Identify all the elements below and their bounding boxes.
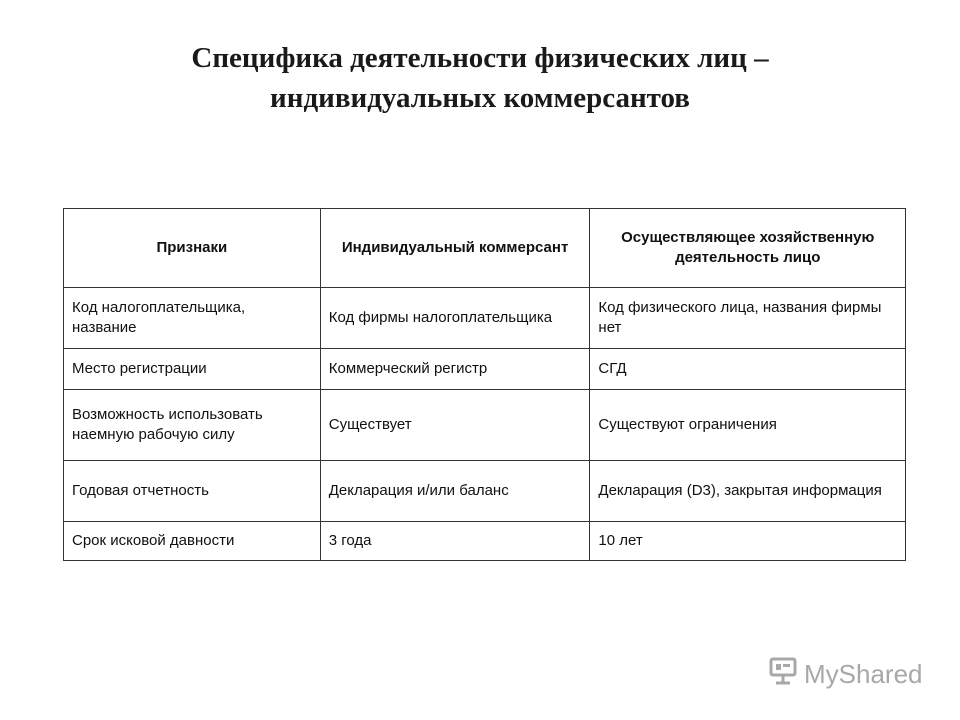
table-cell: Место регистрации [64,349,321,390]
table-cell: Код фирмы налогоплательщика [320,288,590,349]
table-cell: Возможность использовать наемную рабочую силу [64,390,321,461]
table-row [64,288,906,349]
table-cell: Существует [320,390,590,461]
table-cell: Коммерческий регистр [320,349,590,390]
table-cell: Декларация и/или баланс [320,461,590,522]
title-line-1: Специфика деятельности физических лиц – [191,42,769,74]
table-cell: Код физического лица, названия фирмы нет [590,288,906,349]
table-cell: 3 года [320,522,590,561]
comparison-table [63,208,906,561]
table-cell: СГД [590,349,906,390]
table-cell: Существуют ограничения [590,390,906,461]
table-row [64,522,906,561]
table-cell: Годовая отчетность [64,461,321,522]
table-cell: Декларация (D3), закрытая информация [590,461,906,522]
presentation-board-icon [768,656,798,693]
table-cell: 10 лет [590,522,906,561]
header-features: Признаки [64,209,321,288]
header-economic-activity-person: Осуществляющее хозяйственную деятельность лицо [590,209,906,288]
page-title [0,38,960,118]
title-line-2: индивидуальных коммерсантов [270,82,690,114]
table-header-row [64,209,906,288]
table-row [64,461,906,522]
myshared-watermark [768,656,923,693]
table-row [64,390,906,461]
header-individual-merchant: Индивидуальный коммерсант [320,209,590,288]
watermark-text: MyShared [804,659,923,689]
table-cell: Код налогоплательщика, название [64,288,321,349]
table-cell: Срок исковой давности [64,522,321,561]
table-row [64,349,906,390]
